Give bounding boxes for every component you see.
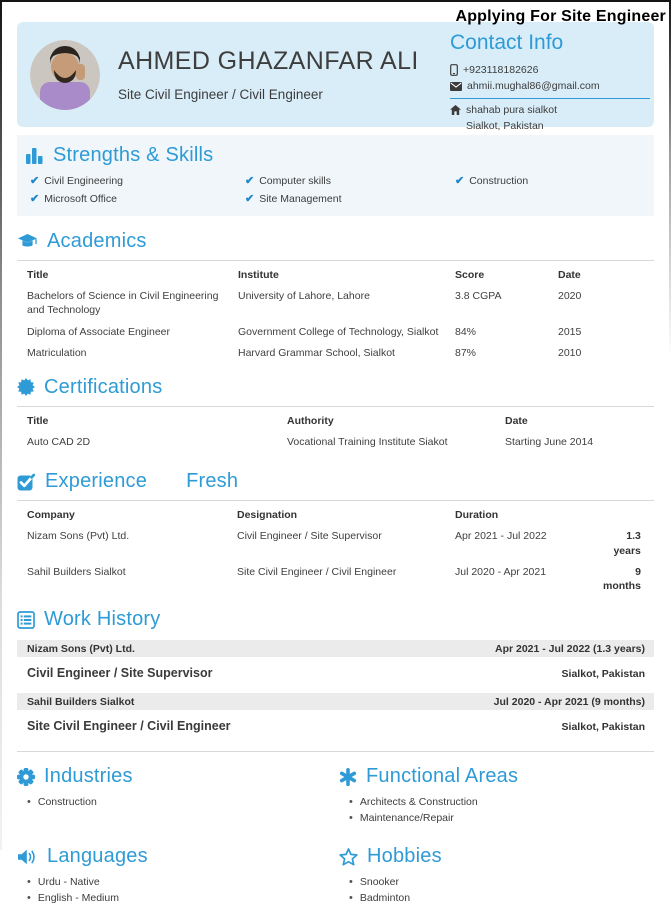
table-cell: Diploma of Associate Engineer	[27, 325, 170, 338]
work-history-role: Civil Engineer / Site Supervisor	[27, 666, 213, 681]
hobbies-heading-row	[339, 845, 654, 868]
skill-item	[245, 174, 455, 187]
table-cell: 2010	[558, 346, 582, 359]
contact-info-panel	[450, 31, 655, 132]
section-languages	[17, 845, 339, 908]
table-cell: Civil Engineer / Site Supervisor	[237, 530, 382, 543]
skill-item	[30, 192, 245, 205]
table-cell: Matriculation	[27, 346, 87, 359]
skill-item	[245, 192, 455, 205]
table-cell: 2020	[558, 290, 582, 303]
column-header: Date	[558, 269, 581, 281]
table-cell: Bachelors of Science in Civil Engineering and Technology	[27, 290, 219, 317]
table-cell: Sahil Builders Sialkot	[27, 565, 126, 578]
certifications-heading-row	[17, 376, 654, 399]
skill-label: Construction	[469, 174, 529, 187]
gear-icon	[17, 768, 35, 786]
column-header: Date	[505, 414, 528, 427]
languages-heading-row	[17, 845, 339, 868]
table-cell: Harvard Grammar School, Sialkot	[238, 346, 395, 359]
column-header: Duration	[455, 509, 499, 522]
table-cell: 2015	[558, 325, 582, 338]
speaker-icon	[17, 849, 38, 865]
table-cell: 3.8 CGPA	[455, 290, 502, 303]
address-row	[450, 104, 655, 116]
candidate-title: Site Civil Engineer / Civil Engineer	[118, 87, 323, 102]
graduation-cap-icon	[17, 233, 38, 250]
table-cell: Government College of Technology, Sialkot	[238, 325, 439, 338]
languages-list	[17, 876, 339, 904]
table-cell: 84%	[455, 325, 477, 338]
email-address: ahmii.mughal86@gmail.com	[467, 80, 600, 92]
skills-heading: Strengths & Skills	[53, 144, 214, 166]
certifications-heading: Certifications	[44, 375, 163, 398]
home-icon	[450, 105, 461, 115]
envelope-icon	[450, 82, 462, 91]
list-item: • Construction	[27, 796, 339, 808]
applying-for-label: Applying For Site Engineer	[455, 8, 666, 25]
section-skills	[17, 135, 654, 216]
list-item: • Urdu - Native	[27, 876, 339, 888]
section-certifications	[17, 376, 654, 449]
hobbies-list	[339, 876, 654, 904]
column-header: Title	[27, 269, 49, 281]
bar-chart-icon	[25, 147, 44, 164]
section-industries	[17, 765, 339, 828]
languages-heading: Languages	[47, 845, 148, 868]
column-header: Authority	[287, 414, 334, 427]
profile-photo	[30, 40, 100, 110]
section-divider	[17, 751, 654, 752]
column-header: Institute	[238, 269, 279, 281]
check-icon: ✔	[455, 175, 465, 187]
industries-list	[17, 796, 339, 808]
certifications-table	[17, 407, 654, 449]
list-item: • Badminton	[349, 892, 654, 904]
check-square-icon	[17, 473, 36, 491]
section-functional-areas	[339, 765, 654, 828]
table-cell: Nizam Sons (Pvt) Ltd.	[27, 530, 130, 543]
check-icon: ✔	[30, 193, 40, 205]
table-cell: Auto CAD 2D	[27, 436, 91, 449]
work-history-bar	[17, 693, 654, 710]
star-icon	[339, 848, 358, 866]
work-history-company: Sahil Builders Sialkot	[27, 695, 135, 708]
identity-block	[118, 47, 419, 102]
functional-areas-heading-row	[339, 765, 654, 788]
functional-areas-list	[339, 796, 654, 824]
table-cell: Vocational Training Institute Siakot	[287, 436, 448, 449]
screenshot-top-edge	[0, 0, 671, 2]
work-history-heading-row	[17, 608, 654, 631]
table-cell: Starting June 2014	[505, 436, 594, 449]
work-history-location: Sialkot, Pakistan	[561, 721, 645, 734]
experience-heading-row	[17, 470, 654, 493]
academics-heading: Academics	[47, 230, 147, 252]
section-experience	[17, 470, 654, 593]
column-header-empty	[603, 508, 655, 522]
contact-info-heading: Contact Info	[450, 31, 564, 54]
phone-number: +923118182626	[463, 64, 539, 76]
work-history-entry	[17, 693, 654, 737]
section-work-history	[17, 608, 654, 752]
table-cell: Jul 2020 - Apr 2021	[455, 565, 547, 578]
academics-heading-row	[17, 230, 654, 253]
duration-length: 1.3 years	[613, 530, 641, 557]
skill-item	[30, 174, 245, 187]
skill-item	[455, 174, 646, 187]
work-history-role-row	[17, 657, 654, 684]
column-header: Designation	[237, 509, 298, 522]
skill-label: Civil Engineering	[44, 174, 124, 187]
work-history-company: Nizam Sons (Pvt) Ltd.	[27, 642, 135, 655]
column-header: Score	[455, 269, 485, 281]
email-row	[450, 80, 655, 92]
resume-page	[0, 2, 671, 908]
work-history-bar	[17, 640, 654, 657]
phone-row	[450, 64, 655, 76]
list-item: • Maintenance/Repair	[349, 812, 654, 824]
skills-heading-row	[25, 144, 646, 167]
check-icon: ✔	[245, 193, 255, 205]
skill-label: Site Management	[259, 192, 342, 205]
experience-table	[17, 501, 654, 593]
duration-length: 9 months	[603, 565, 641, 592]
industries-heading-row	[17, 765, 339, 788]
list-item: • Snooker	[349, 876, 654, 888]
skills-grid	[25, 174, 646, 205]
address-line1: shahab pura sialkot	[466, 104, 558, 116]
work-history-entry	[17, 640, 654, 684]
table-cell: University of Lahore, Lahore	[238, 290, 370, 303]
address-line2: Sialkot, Pakistan	[466, 120, 544, 132]
seal-icon	[17, 378, 35, 396]
bottom-sections	[17, 765, 654, 908]
hobbies-heading: Hobbies	[367, 845, 442, 868]
section-academics	[17, 230, 654, 360]
table-cell: Apr 2021 - Jul 2022	[455, 530, 547, 543]
table-cell: Site Civil Engineer / Civil Engineer	[237, 565, 397, 578]
work-history-period: Apr 2021 - Jul 2022 (1.3 years)	[494, 642, 645, 655]
work-history-period: Jul 2020 - Apr 2021 (9 months)	[493, 695, 645, 708]
mobile-icon	[450, 64, 458, 76]
work-history-heading: Work History	[44, 608, 161, 631]
industries-heading: Industries	[44, 765, 133, 788]
candidate-name: AHMED GHAZANFAR ALI	[118, 47, 419, 75]
list-icon	[17, 611, 35, 629]
work-history-role-row	[17, 710, 654, 737]
asterisk-icon	[339, 768, 357, 786]
check-icon: ✔	[245, 175, 255, 187]
skill-label: Computer skills	[259, 174, 331, 187]
header-card	[17, 22, 654, 132]
experience-heading: Experience	[45, 470, 148, 493]
experience-fresh-label: Fresh	[186, 470, 239, 493]
functional-areas-heading: Functional Areas	[366, 765, 519, 788]
academics-table	[17, 261, 654, 360]
section-hobbies	[339, 845, 654, 908]
screenshot-left-edge	[0, 0, 2, 850]
list-item: • English - Medium	[27, 892, 339, 904]
skill-label: Microsoft Office	[44, 192, 117, 205]
work-history-location: Sialkot, Pakistan	[561, 668, 645, 681]
table-cell: 87%	[455, 346, 477, 359]
column-header: Title	[27, 414, 49, 427]
contact-divider	[450, 98, 650, 99]
check-icon: ✔	[30, 175, 40, 187]
list-item: • Architects & Construction	[349, 796, 654, 808]
work-history-role: Site Civil Engineer / Civil Engineer	[27, 719, 231, 734]
column-header: Company	[27, 509, 75, 522]
